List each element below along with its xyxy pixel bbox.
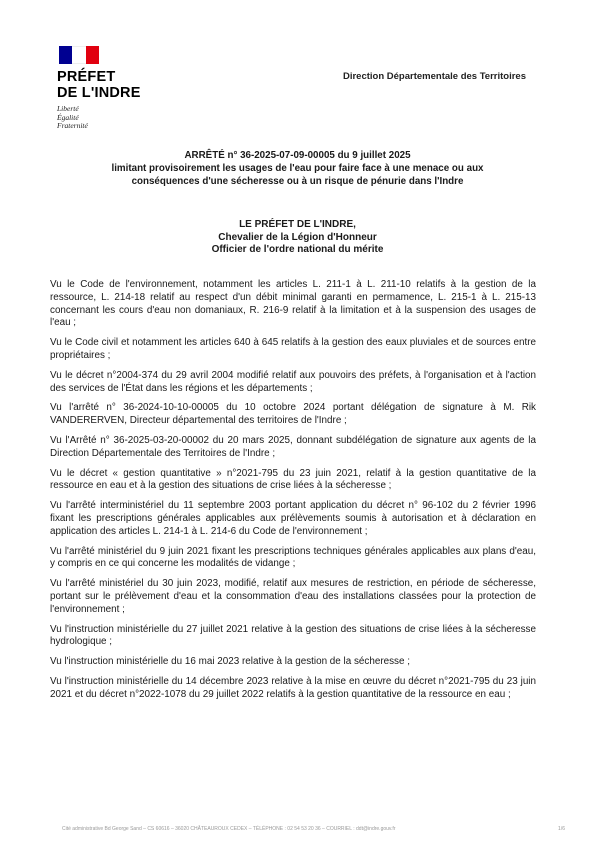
arrete-title <box>60 149 535 188</box>
motto-egalite: Égalité <box>57 112 79 122</box>
arrete-title-line3: conséquences d'une sécheresse ou à un risque de pénurie dans l'Indre <box>131 176 464 187</box>
visas-list <box>50 279 536 709</box>
prefet-title-line2: Chevalier de la Légion d'Honneur <box>218 231 377 243</box>
page-footer <box>62 826 565 832</box>
visa-paragraph: Vu le décret n°2004-374 du 29 avril 2004 modifié relatif aux pouvoirs des préfets, à l'organisation et à l'action des services de l'État dans les régions et les départements ; <box>50 369 536 394</box>
french-flag-icon <box>59 46 99 64</box>
visa-paragraph: Vu le décret « gestion quantitative » n°2021-795 du 23 juin 2021, relatif à la gestion quantitative de la ressource en eau et à la gestion des situations de crise liées à la sécheresse ; <box>50 467 536 492</box>
prefet-name-line1: PRÉFET <box>57 69 116 85</box>
motto-liberte: Liberté <box>57 104 79 113</box>
visa-paragraph: Vu l'arrêté ministériel du 30 juin 2023, modifié, relatif aux mesures de restriction, en période de sécheresse, portant sur le prélèvement d'eau et la consommation d'eau des installations classées pour la protection de l'environnement ; <box>50 578 536 615</box>
visa-paragraph: Vu l'arrêté interministériel du 11 septembre 2003 portant application du décret n° 96-102 du 2 février 1996 fixant les prescriptions générales applicables aux prélèvements soumis à autorisation et à déclaration en application des articles L. 214-1 à L. 214-6 du Code de l'environnement ; <box>50 500 536 537</box>
prefet-title-line3: Officier de l'ordre national du mérite <box>211 244 384 255</box>
visa-paragraph: Vu l'Arrêté n° 36-2025-03-20-00002 du 20 mars 2025, donnant subdélégation de signature aux agents de la Direction Départementale des Territoires de l'Indre ; <box>50 434 536 459</box>
prefet-logo <box>57 46 167 131</box>
visa-paragraph: Vu le Code de l'environnement, notamment les articles L. 211-1 à L. 211-10 relatifs à la gestion de la ressource, L. 214-18 relatif au respect d'un débit minimal garanti en permamence, L. 215-1 à L. 215-13 concernant les cours d'eau non domaniaux, R. 216-9 relatif à la limitation et à la suspension des usages de l'eau ; <box>50 279 536 329</box>
visa-paragraph: Vu le Code civil et notamment les articles 640 à 645 relatifs à la gestion des eaux pluviales et de sources entre propriétaires ; <box>50 337 536 361</box>
republic-motto <box>57 105 167 131</box>
prefet-name-line2: DE L'INDRE <box>57 85 141 101</box>
prefet-name <box>57 69 167 101</box>
visa-paragraph: Vu l'arrêté ministériel du 9 juin 2021 fixant les prescriptions techniques générales applicables aux plans d'eau, y compris en ce qui concerne les modalités de vidange ; <box>50 545 536 570</box>
visa-paragraph: Vu l'instruction ministérielle du 16 mai 2023 relative à la gestion de la sécheresse ; <box>50 656 410 668</box>
footer-address: Cité administrative Bd George Sand – CS 60616 – 36020 CHÂTEAUROUX CEDEX – TÉLÉPHONE : 02 54 53 20 36 – COURRIEL : ddt@indre.gouv.fr <box>62 826 396 832</box>
visa-paragraph: Vu l'instruction ministérielle du 14 décembre 2023 relative à la mise en œuvre du décret n°2021-795 du 23 juin 2021 et du décret n°2022-1078 du 29 juillet 2022 relatifs à la gestion quantitative de la ressource en eau ; <box>50 675 536 700</box>
visa-paragraph: Vu l'instruction ministérielle du 27 juillet 2021 relative à la gestion des situations de crise liées à la sécheresse hydrologique ; <box>50 623 536 648</box>
arrete-title-line1: ARRÊTÉ n° 36-2025-07-09-00005 du 9 juillet 2025 <box>184 150 411 161</box>
prefet-titles <box>60 219 535 257</box>
prefet-title-line1: LE PRÉFET DE L'INDRE, <box>239 219 356 230</box>
visa-paragraph: Vu l'arrêté n° 36-2024-10-10-00005 du 10 octobre 2024 portant délégation de signature à M. Rik VANDERERVEN, Directeur départemental des territoires de l'Indre ; <box>50 402 536 427</box>
arrete-title-line2: limitant provisoirement les usages de l'eau pour faire face à une menace ou aux <box>111 163 484 174</box>
page-number: 1/6 <box>558 826 565 832</box>
direction-label: Direction Départementale des Territoires <box>342 71 526 82</box>
motto-fraternite: Fraternité <box>57 121 88 130</box>
